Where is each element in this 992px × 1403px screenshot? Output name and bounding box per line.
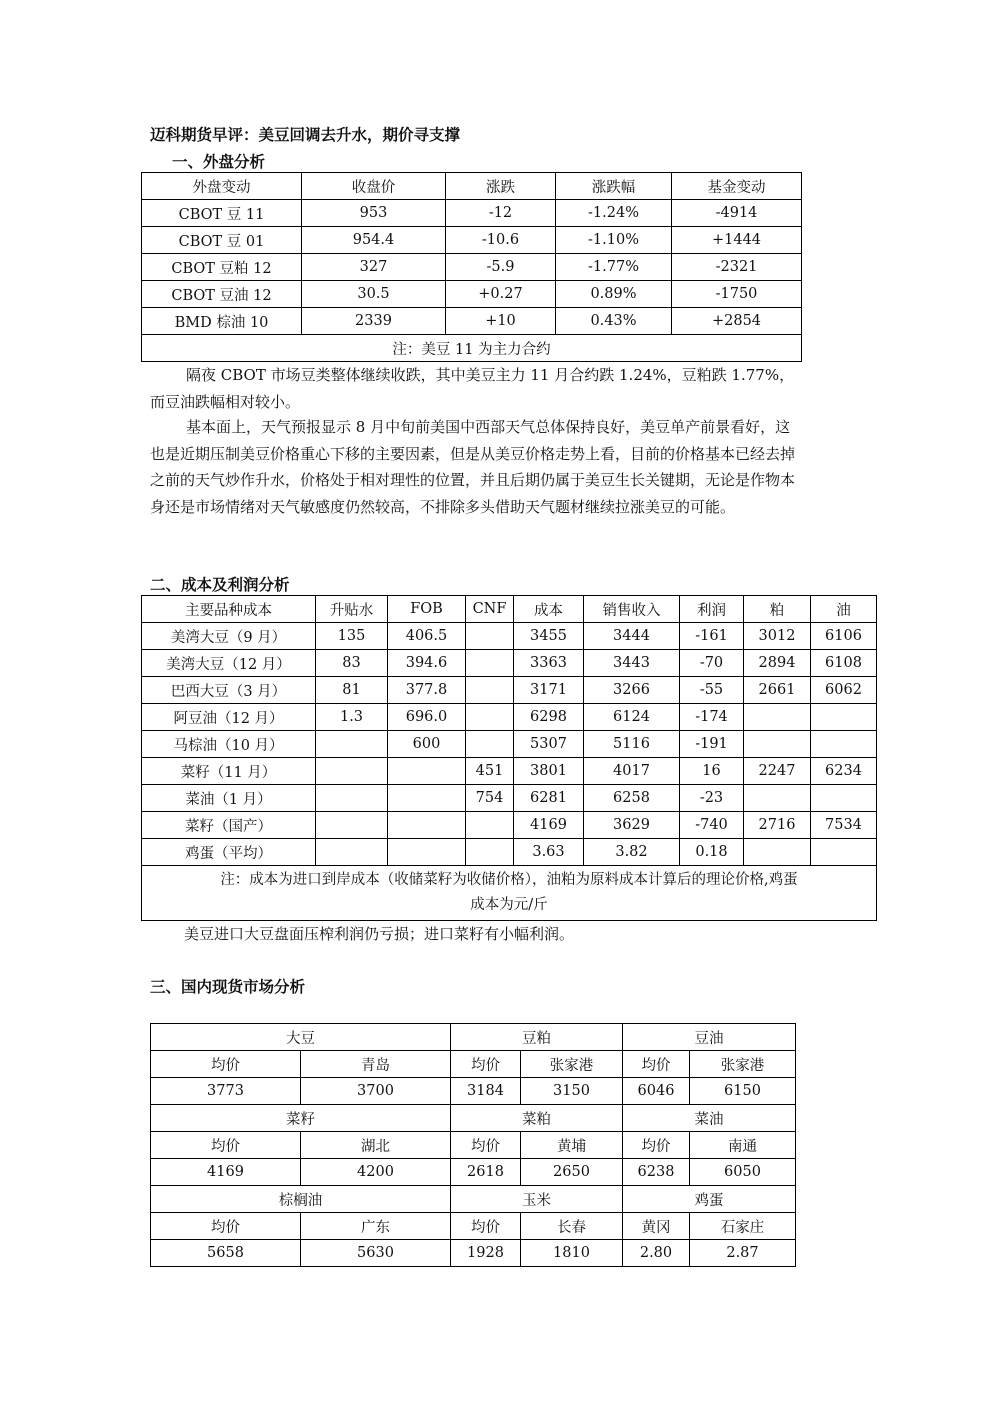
header-cell: 主要品种成本: [142, 596, 316, 623]
price-value: 2618: [451, 1159, 521, 1186]
price-value: 4200: [301, 1159, 451, 1186]
table-cell: 0.18: [680, 839, 744, 866]
table-cell: 菜籽（国产）: [142, 812, 316, 839]
table-row: [142, 785, 877, 812]
table-cell: +2854: [672, 308, 802, 335]
table-cell: -1.24%: [556, 200, 672, 227]
paragraph-profit: 美豆进口大豆盘面压榨利润仍亏损；进口菜籽有小幅利润。: [184, 925, 575, 943]
table-cell: 6298: [514, 704, 584, 731]
table-cell: 5116: [584, 731, 680, 758]
header-cell: 收盘价: [302, 173, 446, 200]
price-row: [151, 1159, 796, 1186]
table-cell: -70: [680, 650, 744, 677]
table-cell: 696.0: [388, 704, 466, 731]
product-name-row: [151, 1105, 796, 1132]
table-cell: 6124: [584, 704, 680, 731]
table-cell: [388, 758, 466, 785]
table-cell: -5.9: [446, 254, 556, 281]
price-value: 4169: [151, 1159, 301, 1186]
table-cell: 3444: [584, 623, 680, 650]
table-cell: 6234: [811, 758, 877, 785]
table-note: [142, 866, 877, 921]
table-cell: [316, 758, 388, 785]
column-label: 均价: [151, 1051, 301, 1078]
product-name-row: [151, 1186, 796, 1213]
foreign-market-table: [141, 172, 802, 362]
table-cell: 754: [466, 785, 514, 812]
table-cell: -1750: [672, 281, 802, 308]
table-note: 注：美豆 11 为主力合约: [142, 335, 802, 362]
table-cell: 6258: [584, 785, 680, 812]
column-label: 均价: [151, 1213, 301, 1240]
price-value: 2.80: [623, 1240, 690, 1267]
table-cell: [811, 839, 877, 866]
table-cell: [466, 731, 514, 758]
table-cell: -2321: [672, 254, 802, 281]
header-cell: 油: [811, 596, 877, 623]
table-cell: -4914: [672, 200, 802, 227]
table-cell: -10.6: [446, 227, 556, 254]
spot-table-body: [151, 1024, 796, 1267]
column-label: 均价: [623, 1051, 690, 1078]
table-header-row: [142, 173, 802, 200]
table-cell: [466, 704, 514, 731]
table-row: [142, 254, 802, 281]
table-row: [142, 812, 877, 839]
column-label: 均价: [451, 1051, 521, 1078]
table-cell: 0.89%: [556, 281, 672, 308]
header-cell: CNF: [466, 596, 514, 623]
price-value: 3184: [451, 1078, 521, 1105]
table-cell: -55: [680, 677, 744, 704]
column-label: 均价: [623, 1132, 690, 1159]
table-cell: [316, 812, 388, 839]
column-label-row: [151, 1132, 796, 1159]
product-name: 豆油: [623, 1024, 796, 1051]
header-cell: 基金变动: [672, 173, 802, 200]
price-value: 3700: [301, 1078, 451, 1105]
header-cell: 利润: [680, 596, 744, 623]
price-value: 3773: [151, 1078, 301, 1105]
table-cell: 394.6: [388, 650, 466, 677]
table-cell: 3012: [744, 623, 811, 650]
table-cell: [744, 704, 811, 731]
product-name: 大豆: [151, 1024, 451, 1051]
product-name: 菜油: [623, 1105, 796, 1132]
product-name: 棕榈油: [151, 1186, 451, 1213]
table-row: [142, 227, 802, 254]
column-label: 均价: [451, 1213, 521, 1240]
table-cell: 3455: [514, 623, 584, 650]
section1-heading: 一、外盘分析: [172, 153, 266, 171]
table-cell: 2247: [744, 758, 811, 785]
table-cell: 4169: [514, 812, 584, 839]
table-row: [142, 704, 877, 731]
table-cell: 4017: [584, 758, 680, 785]
table-cell: 5307: [514, 731, 584, 758]
column-label: 均价: [451, 1132, 521, 1159]
column-label: 黄冈: [623, 1213, 690, 1240]
table-cell: 3266: [584, 677, 680, 704]
price-row: [151, 1078, 796, 1105]
table-cell: [316, 839, 388, 866]
table-cell: +1444: [672, 227, 802, 254]
table-cell: 377.8: [388, 677, 466, 704]
document-title: 迈科期货早评：美豆回调去升水，期价寻支撑: [150, 126, 461, 144]
table-cell: -1.77%: [556, 254, 672, 281]
price-value: 1810: [521, 1240, 623, 1267]
table-cell: [316, 731, 388, 758]
table-cell: 1.3: [316, 704, 388, 731]
table-cell: [388, 812, 466, 839]
table-header-row: [142, 596, 877, 623]
column-label: 张家港: [521, 1051, 623, 1078]
table-cell: +10: [446, 308, 556, 335]
table-cell: [811, 731, 877, 758]
paragraph-overnight: 隔夜 CBOT 市场豆类整体继续收跌，其中美豆主力 11 月合约跌 1.24%，豆粕跌 1.77%，而豆油跌幅相对较小。: [150, 366, 795, 411]
header-cell: 粕: [744, 596, 811, 623]
table-cell: 美湾大豆（9 月）: [142, 623, 316, 650]
column-label: 长春: [521, 1213, 623, 1240]
table-cell: 600: [388, 731, 466, 758]
price-value: 3150: [521, 1078, 623, 1105]
price-value: 2650: [521, 1159, 623, 1186]
table-cell: 451: [466, 758, 514, 785]
table-cell: 954.4: [302, 227, 446, 254]
table-cell: [744, 731, 811, 758]
table-row: [142, 839, 877, 866]
price-value: 6238: [623, 1159, 690, 1186]
price-value: 5658: [151, 1240, 301, 1267]
table-cell: [744, 785, 811, 812]
price-value: 6046: [623, 1078, 690, 1105]
price-value: 6150: [690, 1078, 796, 1105]
header-cell: 成本: [514, 596, 584, 623]
product-name: 菜粕: [451, 1105, 623, 1132]
table-row: [142, 731, 877, 758]
table-cell: 0.43%: [556, 308, 672, 335]
table-cell: [811, 704, 877, 731]
table-cell: BMD 棕油 10: [142, 308, 302, 335]
table-cell: 6062: [811, 677, 877, 704]
paragraph-fundamentals: 基本面上，天气预报显示 8 月中旬前美国中西部天气总体保持良好，美豆单产前景看好，这也是近期压制美豆价格重心下移的主要因素，但是从美豆价格走势上看，目前的价格基本已经去掉之前的天气炒作升水，价格处于相对理性的位置，并且后期仍属于美豆生长关键期，无论是作物本身还是市场情绪对天气敏感度仍然较高，不排除多头借助天气题材继续拉涨美豆的可能。: [150, 418, 796, 516]
table-cell: -191: [680, 731, 744, 758]
column-label: 石家庄: [690, 1213, 796, 1240]
table-cell: 2661: [744, 677, 811, 704]
column-label-row: [151, 1213, 796, 1240]
table-cell: 81: [316, 677, 388, 704]
price-value: 1928: [451, 1240, 521, 1267]
column-label: 广东: [301, 1213, 451, 1240]
column-label-row: [151, 1051, 796, 1078]
table-row: [142, 677, 877, 704]
cost-table-body: [142, 596, 877, 921]
table-cell: -161: [680, 623, 744, 650]
column-label: 南通: [690, 1132, 796, 1159]
table-cell: 阿豆油（12 月）: [142, 704, 316, 731]
table-cell: 3801: [514, 758, 584, 785]
table-cell: [466, 623, 514, 650]
table-cell: [744, 839, 811, 866]
table-cell: 3.82: [584, 839, 680, 866]
table-cell: 135: [316, 623, 388, 650]
table-row: [142, 200, 802, 227]
table-cell: 2894: [744, 650, 811, 677]
table-note-row: [142, 335, 802, 362]
table-cell: [466, 650, 514, 677]
table-cell: [466, 839, 514, 866]
table-cell: -23: [680, 785, 744, 812]
header-cell: 外盘变动: [142, 173, 302, 200]
table-cell: -1.10%: [556, 227, 672, 254]
header-cell: 涨跌: [446, 173, 556, 200]
table-cell: 3629: [584, 812, 680, 839]
price-value: 6050: [690, 1159, 796, 1186]
table-row: [142, 281, 802, 308]
table-cell: 2716: [744, 812, 811, 839]
note-line: 成本为元/斤: [470, 897, 548, 913]
table-cell: -174: [680, 704, 744, 731]
table-cell: 7534: [811, 812, 877, 839]
table-cell: 美湾大豆（12 月）: [142, 650, 316, 677]
table-cell: [466, 812, 514, 839]
table-cell: CBOT 豆 11: [142, 200, 302, 227]
table-cell: 953: [302, 200, 446, 227]
table-cell: 3171: [514, 677, 584, 704]
table-cell: [466, 677, 514, 704]
table-cell: CBOT 豆油 12: [142, 281, 302, 308]
column-label: 张家港: [690, 1051, 796, 1078]
section3-heading: 三、国内现货市场分析: [150, 978, 306, 996]
price-value: 2.87: [690, 1240, 796, 1267]
spot-market-table: [150, 1023, 796, 1267]
table-cell: 马棕油（10 月）: [142, 731, 316, 758]
table-cell: 16: [680, 758, 744, 785]
table-cell: CBOT 豆粕 12: [142, 254, 302, 281]
header-cell: 涨跌幅: [556, 173, 672, 200]
header-cell: FOB: [388, 596, 466, 623]
price-row: [151, 1240, 796, 1267]
table-cell: [388, 785, 466, 812]
table-cell: 菜籽（11 月）: [142, 758, 316, 785]
price-value: 5630: [301, 1240, 451, 1267]
header-cell: 销售收入: [584, 596, 680, 623]
product-name: 菜籽: [151, 1105, 451, 1132]
table-row: [142, 650, 877, 677]
header-cell: 升贴水: [316, 596, 388, 623]
table-cell: 鸡蛋（平均）: [142, 839, 316, 866]
table-cell: 6281: [514, 785, 584, 812]
table-cell: 6108: [811, 650, 877, 677]
section2-heading: 二、成本及利润分析: [150, 576, 290, 594]
table-cell: [388, 839, 466, 866]
table-cell: 327: [302, 254, 446, 281]
table-cell: CBOT 豆 01: [142, 227, 302, 254]
note-line: 注：成本为进口到岸成本（收储菜籽为收储价格），油粕为原料成本计算后的理论价格,鸡蛋: [220, 872, 798, 888]
table-row: [142, 623, 877, 650]
table-row: [142, 308, 802, 335]
product-name: 玉米: [451, 1186, 623, 1213]
column-label: 均价: [151, 1132, 301, 1159]
table-cell: 406.5: [388, 623, 466, 650]
table-cell: -12: [446, 200, 556, 227]
table-cell: 6106: [811, 623, 877, 650]
table-cell: -740: [680, 812, 744, 839]
table-cell: [316, 785, 388, 812]
table-cell: 3363: [514, 650, 584, 677]
table-cell: 3.63: [514, 839, 584, 866]
column-label: 青岛: [301, 1051, 451, 1078]
table-cell: +0.27: [446, 281, 556, 308]
table-cell: [811, 785, 877, 812]
table-cell: 巴西大豆（3 月）: [142, 677, 316, 704]
column-label: 黄埔: [521, 1132, 623, 1159]
table-cell: 83: [316, 650, 388, 677]
column-label: 湖北: [301, 1132, 451, 1159]
table-cell: 30.5: [302, 281, 446, 308]
table-row: [142, 758, 877, 785]
table-cell: 2339: [302, 308, 446, 335]
table-cell: 3443: [584, 650, 680, 677]
table-cell: 菜油（1 月）: [142, 785, 316, 812]
product-name-row: [151, 1024, 796, 1051]
table-note-row: [142, 866, 877, 921]
product-name: 鸡蛋: [623, 1186, 796, 1213]
cost-profit-table: [141, 595, 877, 921]
product-name: 豆粕: [451, 1024, 623, 1051]
